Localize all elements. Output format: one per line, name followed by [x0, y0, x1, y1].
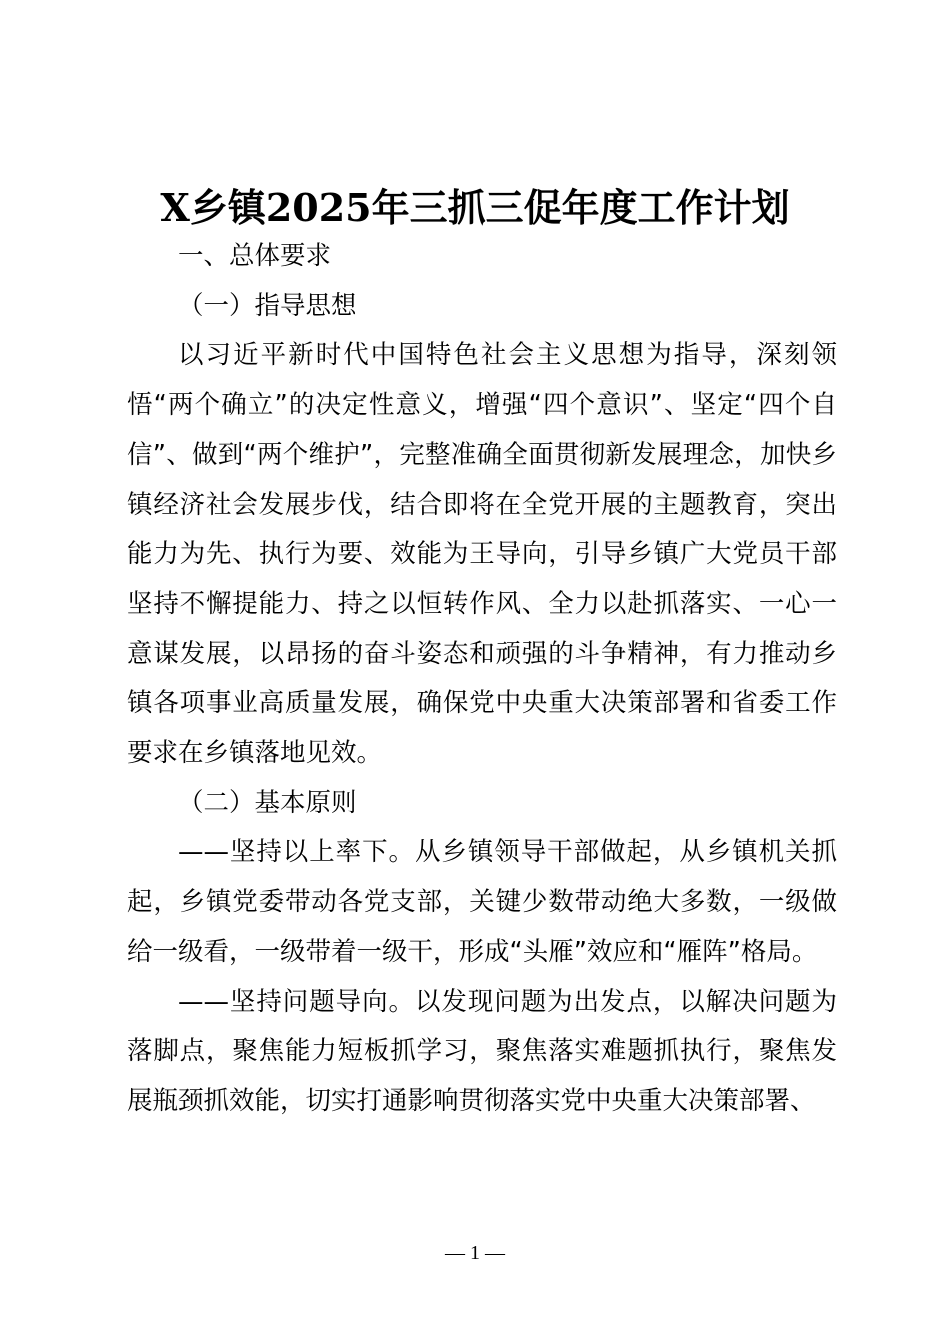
subheading-guiding-thought: （一）指导思想 — [178, 290, 357, 321]
paragraph-principle-problem-oriented: ——坚持问题导向。以发现问题为出发点，以解决问题为落脚点，聚焦能力短板抓学习，聚焦落实难题抓执行，聚焦发展瓶颈抓效能，切实打通影响贯彻落实党中央重大决策部署、 — [127, 986, 837, 1116]
document-title: X乡镇2025年三抓三促年度工作计划 — [160, 185, 790, 230]
heading-general-requirements: 一、总体要求 — [178, 241, 332, 271]
page-number: — 1 — — [445, 1242, 505, 1264]
subheading-basic-principles: （二）基本原则 — [178, 787, 357, 818]
paragraph-guiding-thought: 以习近平新时代中国特色社会主义思想为指导，深刻领悟“两个确立”的决定性意义，增强“四个意识”、坚定“四个自信”、做到“两个维护”，完整准确全面贯彻新发展理念，加快乡镇经济社会发展步伐，结合即将在全党开展的主题教育，突出能力为先、执行为要、效能为王导向，引导乡镇广大党员干部坚持不懈提能力、持之以恒转作风、全力以赴抓落实、一心一意谋发展，以昂扬的奋斗姿态和顽强的斗争精神，有力推动乡镇各项事业高质量发展，确保党中央重大决策部署和省委工作要求在乡镇落地见效。 — [127, 340, 837, 769]
paragraph-principle-leading-by-example: ——坚持以上率下。从乡镇领导干部做起，从乡镇机关抓起，乡镇党委带动各党支部，关键少数带动绝大多数，一级做给一级看，一级带着一级干，形成“头雁”效应和“雁阵”格局。 — [127, 837, 837, 967]
document-body — [127, 232, 837, 1127]
